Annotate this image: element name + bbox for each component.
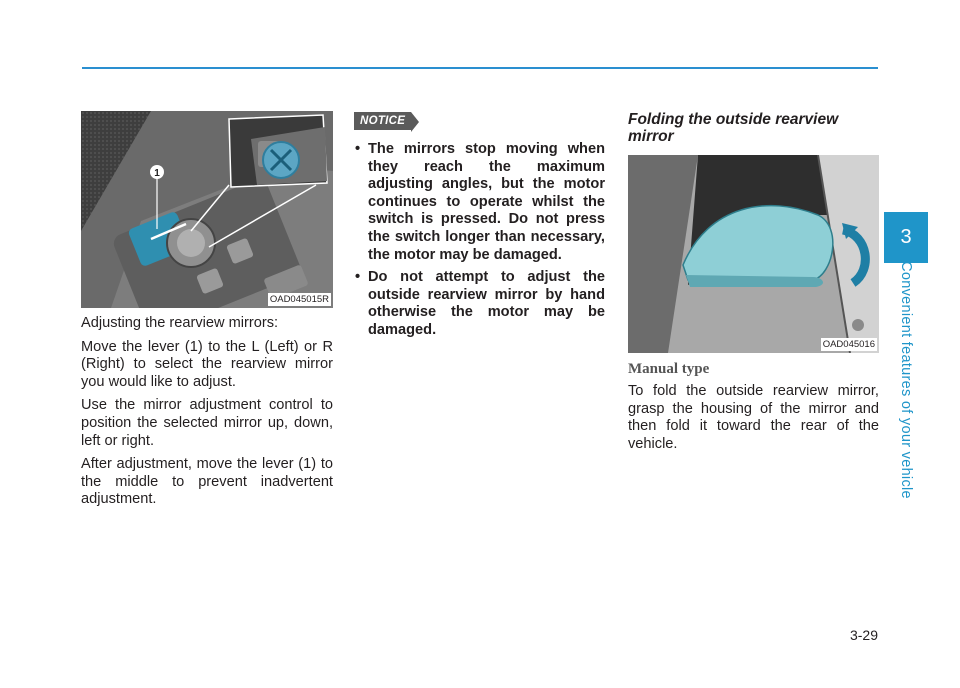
column-3	[628, 111, 879, 459]
folding-mirror-illustration	[628, 155, 879, 353]
folding-mirror-figure	[628, 155, 879, 353]
paragraph: After adjustment, move the lever (1) to the middle to prevent inadvertent adjustment.	[81, 456, 333, 508]
sub-heading: Manual type	[628, 361, 710, 377]
figure-code: OAD045016	[822, 339, 875, 350]
chapter-tab	[884, 212, 928, 263]
paragraph: Adjusting the rearview mirrors:	[81, 315, 279, 331]
notice-item: • Do not attempt to adjust the outside rearview mirror by hand otherwise the motor may be damaged.	[354, 269, 605, 339]
figure-code: OAD045015R	[269, 294, 329, 305]
header-rule	[82, 67, 878, 69]
paragraph: Move the lever (1) to the L (Left) or R (Right) to select the rearview mirror you would like to adjust.	[81, 338, 333, 390]
chapter-title: Convenient features of your vehicle	[898, 261, 914, 499]
notice-item: • The mirrors stop moving when they reach the maximum adjusting angles, but the motor continues to operate whilst the switch is pressed. Do not press the switch longer than necessary, the motor may be damaged.	[354, 141, 605, 264]
callout-number: 1	[154, 168, 160, 179]
section-heading: Folding the outside rearview mirror	[628, 111, 839, 145]
paragraph: To fold the outside rearview mirror, grasp the housing of the mirror and then fold it toward the rear of the vehicle.	[628, 383, 879, 452]
page-number: 3-29	[849, 627, 878, 643]
chapter-number: 3	[900, 226, 912, 248]
notice-badge: NOTICE	[354, 112, 411, 130]
mirror-switch-figure	[81, 111, 333, 308]
paragraph: Use the mirror adjustment control to position the selected mirror up, down, left or right.	[81, 397, 333, 449]
mirror-switch-illustration	[81, 111, 333, 308]
column-1	[81, 111, 333, 515]
column-2	[354, 111, 605, 345]
notice-list	[354, 141, 605, 340]
